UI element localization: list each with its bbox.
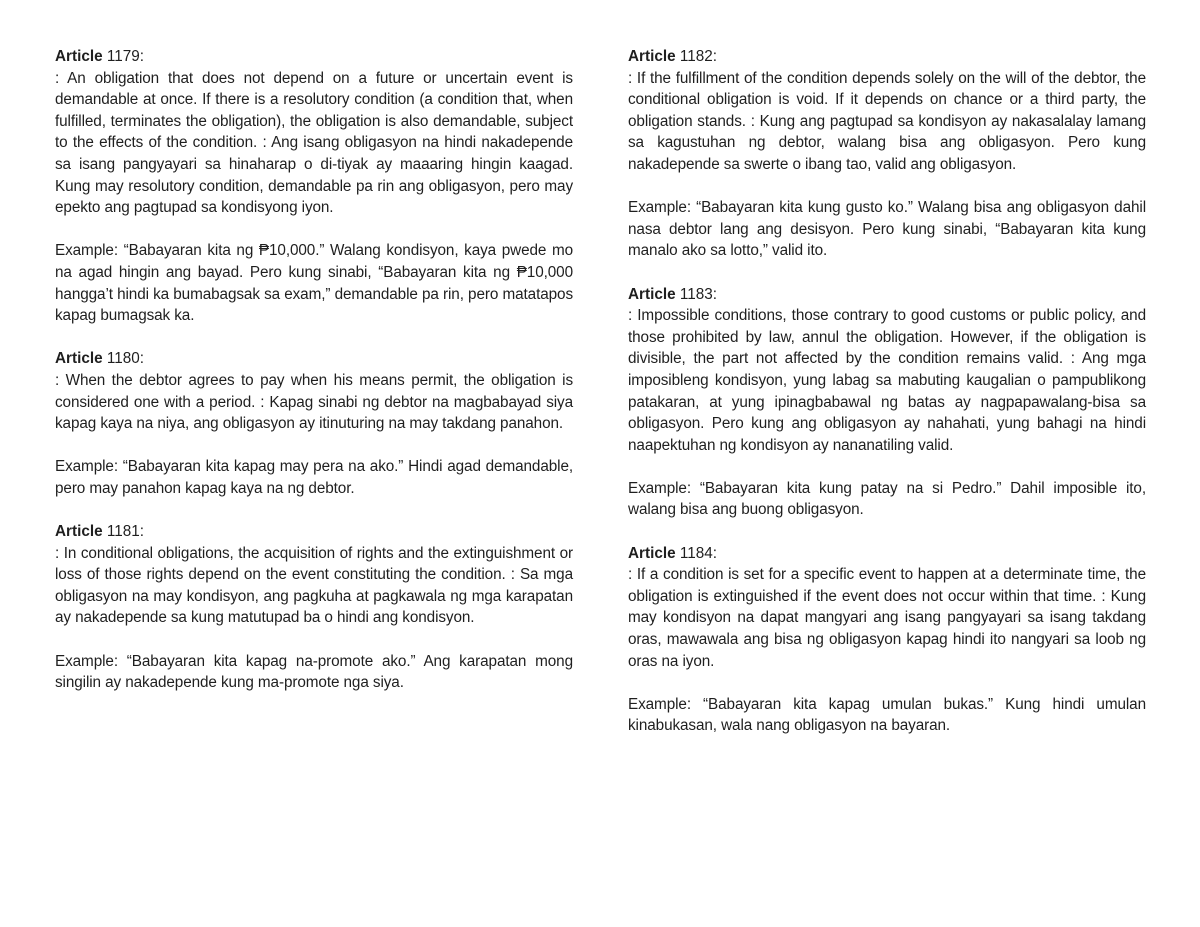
article-heading <box>55 348 573 370</box>
article-label: Article <box>55 48 103 65</box>
article-section-1182 <box>628 46 1146 262</box>
article-body: : When the debtor agrees to pay when his means permit, the obligation is considered one with a period. : Kapag sinabi ng debtor na magbabayad siya kapag kaya na niya, ang obligasyon ay itinuturing na may takdang panahon. <box>55 371 573 433</box>
article-number: 1184: <box>679 544 718 562</box>
left-column <box>55 46 573 927</box>
article-label: Article <box>628 285 676 303</box>
article-example: Example: “Babayaran kita kapag na-promote ako.” Ang karapatan mong singilin ay nakadepende kung ma-promote nga siya. <box>55 652 573 692</box>
article-number: 1180: <box>106 350 145 368</box>
article-example: Example: “Babayaran kita ng ₱10,000.” Walang kondisyon, kaya pwede mo na agad hingin ang bayad. Pero kung sinabi, “Babayaran kita ng ₱10,000 hangga’t hindi ka bumabagsak sa exam,” demandable pa rin, pero matatapos kapag bumagsak ka. <box>55 242 573 325</box>
right-column <box>628 46 1146 927</box>
article-example: Example: “Babayaran kita kapag may pera na ako.” Hindi agad demandable, pero may panahon kapag kaya na ng debtor. <box>55 458 573 497</box>
article-heading <box>628 46 1146 68</box>
article-heading <box>55 46 573 68</box>
article-number: 1183: <box>679 285 718 303</box>
article-label: Article <box>55 350 103 368</box>
article-label: Article <box>628 544 676 562</box>
article-section-1183 <box>628 284 1146 522</box>
article-body: : An obligation that does not depend on a future or uncertain event is demandable at once. If there is a resolutory condition (a condition that, when fulfilled, terminates the obligation), the obligation is also demandable, subject to the effects of the condition. : Ang isang obligasyon na hindi nakadepende sa isang pangyayari sa hinaharap o di-tiyak ay maaaring hingin kaagad. Kung may resolutory condition, demandable pa rin ang obligasyon, pero may epekto ang pagtupad sa kondisyong iyon. <box>55 69 573 217</box>
article-example: Example: “Babayaran kita kapag umulan bukas.” Kung hindi umulan kinabukasan, wala nang obligasyon na bayaran. <box>628 695 1146 735</box>
article-section-1181 <box>55 521 573 694</box>
article-number: 1181: <box>106 523 145 541</box>
article-example: Example: “Babayaran kita kung gusto ko.” Walang bisa ang obligasyon dahil nasa debtor lang ang desisyon. Pero kung sinabi, “Babayaran kita kung manalo ako sa lotto,” valid ito. <box>628 199 1146 260</box>
article-body: : If the fulfillment of the condition depends solely on the will of the debtor, the conditional obligation is void. If it depends on chance or a third party, the obligation stands. : Kung ang pagtupad sa kondisyon ay nakasalalay lamang sa kagustuhan ng debtor, walang bisa ang obligasyon. Pero kung nakadepende sa swerte o ibang tao, valid ang obligasyon. <box>628 69 1146 173</box>
article-body: : If a condition is set for a specific event to happen at a determinate time, the obligation is extinguished if the event does not occur within that time. : Kung may kondisyon na dapat mangyari ang isang pangyayari sa isang takdang oras, mawawala ang bisa ng obligasyon kapag hindi ito nangyari sa loob ng oras na iyon. <box>628 566 1146 670</box>
article-label: Article <box>628 48 676 65</box>
article-example: Example: “Babayaran kita kung patay na si Pedro.” Dahil imposible ito, walang bisa ang buong obligasyon. <box>628 479 1146 519</box>
article-section-1184 <box>628 543 1146 737</box>
article-label: Article <box>55 523 103 541</box>
article-body: : In conditional obligations, the acquisition of rights and the extinguishment or loss of those rights depend on the event constituting the condition. : Sa mga obligasyon na may kondisyon, ang pagkuha at pagkawala ng mga karapatan ay nakadepende sa kung matutupad ba o hindi ang kondisyon. <box>55 544 573 627</box>
article-section-1180 <box>55 348 573 499</box>
article-body: : Impossible conditions, those contrary to good customs or public policy, and those prohibited by law, annul the obligation. However, if the obligation is divisible, the part not affected by the condition remains valid. : Ang mga imposibleng kondisyon, yung labag sa mabuting kaugalian o pampublikong patakaran, at yung ipinagbabawal ng batas ay nagpapawalang-bisa sa obligasyon. Pero kung ang obligasyon ay nahahati, yung bahagi na hindi naapektuhan ng kondisyon ay nananatiling valid. <box>628 307 1146 454</box>
article-heading <box>55 521 573 543</box>
article-heading <box>628 284 1146 306</box>
article-heading <box>628 543 1146 565</box>
article-number: 1179: <box>106 48 145 65</box>
article-section-1179 <box>55 46 573 327</box>
article-number: 1182: <box>679 48 718 65</box>
